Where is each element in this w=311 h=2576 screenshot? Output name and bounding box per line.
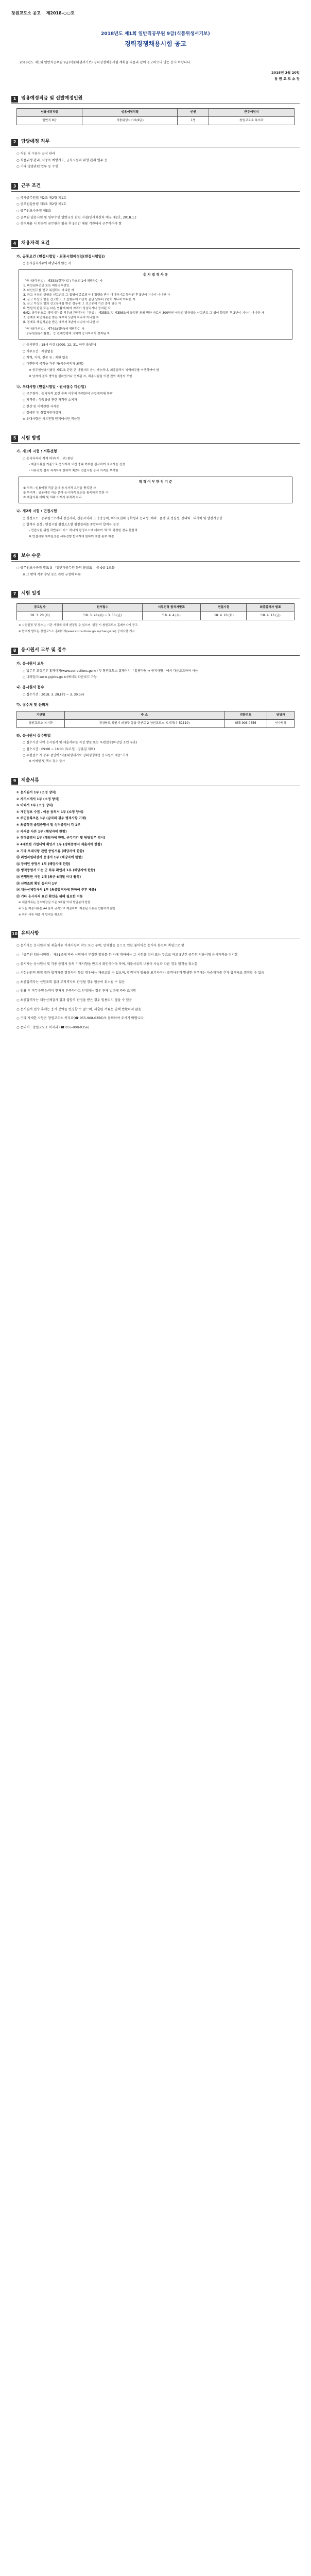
application-line: ○ 접수기간 : 2018. 3. 28.(수) ~ 3. 30.(금) [23,692,84,697]
application-line: ○ 나라일터(www.gojobs.go.kr)에서도 다운로드 가능 [23,675,97,680]
exam-line: ○ 합격자 결정 : 면접시험 평정요소별 평정결과를 종합하여 합격자 결정 [23,522,119,527]
section-10-header [11,930,300,939]
box-line: 「국가공무원법」 제33조(결격사유) 각호의 1에 해당하는 자 [23,279,102,283]
table-row [17,612,295,620]
document-item: ⑭ 반명함판 사진 2매 (최근 6개월 이내 촬영) [16,875,81,879]
document-item: ⑩ 기타 우대사항 관련 증빙서류 (해당자에 한함) [16,849,84,853]
subsection-heading: 나. 응시원서 접수 [16,685,44,690]
section-number: 1 [11,96,18,103]
section-title: 근무 조건 [21,183,41,189]
table-cell: '18. 4. 4.(수) [142,612,200,620]
box-title: 응 시 결 격 사 유 [143,272,168,277]
document-item: ⑨ 4대보험 가입내역 확인서 1부 (경력증명서 제출자에 한함) [16,842,102,846]
document-note: ※ 모든 제출서류는 A4 용지 규격으로 제출하며, 제출된 서류는 반환하지 않음 [19,907,116,911]
document-item: ⑯ 채용신체검사서 1부 (최종합격자에 한하여 추후 제출) [16,888,96,892]
section-title: 채용자격 요건 [21,240,50,246]
title-line-2: 경력경쟁채용시험 공고 [124,40,187,48]
box-line: 1. 피성년후견인 또는 피한정후견인 [23,284,70,287]
table-header: 기관명 [17,711,65,719]
section-number: 5 [11,435,18,442]
section-title: 유의사항 [21,931,39,937]
preference-line: ○ 전산 및 어학관련 자격증 [23,404,59,409]
section-3-header [11,183,300,192]
schedule-table [16,603,295,620]
requirement-line: ○ 응시연령 : 18세 이상 (2000. 12. 31. 이전 출생자) [23,343,96,347]
duty-line: ○ 식품위생 관리, 식중독 예방지도, 급식시설의 위생 관리 업무 등 [16,158,108,162]
section-title: 시험 일정 [21,591,41,597]
section-title: 시험 방법 [21,435,41,441]
table-cell: 055-908-0356 [224,719,267,727]
table-cell: 인사담당 [267,719,295,727]
position-table [16,108,295,125]
caution-line: ○ 응시원서 접수 후에는 응시 분야를 변경할 수 없으며, 제출된 서류는 일체 반환하지 않음 [16,1007,142,1011]
application-line: ○ 우편접수 시 봉투 겉면에 '식품위생서기보 경력경쟁채용 응시원서 재중' 기재 [23,753,129,757]
title-block [11,31,300,49]
box-line: 6. 법원의 판결 또는 다른 법률에 따라 자격이 상실되거나 정지된 자 [23,307,111,311]
preference-line: ○ 자격증 : 식품위생 관련 자격증 소지자 [23,398,77,402]
box-line: 「국가공무원법」 제74조(정년)에 해당하는 자 [23,328,84,331]
box-title: 적 격 여 부 판 정 기 준 [139,480,172,484]
requirement-line: ○ 거주요건 : 제한없음 [23,349,54,353]
signature-issuer: 창 원 교 도 소 장 [274,76,300,81]
table-cell: 일반직 9급 [17,117,82,125]
document-note: ※ 제출서류는 접수마감일 기준 3개월 이내 발급분에 한함 [19,901,91,905]
condition-line: ○ 경력채용 시 임용된 공무원은 임용 후 5년간 해당 기관에서 근무하여야 함 [16,222,122,226]
table-header: 근무예정지 [209,109,294,117]
box-line: 2. 파산선고를 받고 복권되지 아니한 자 [23,289,74,292]
section-number: 7 [11,591,18,598]
table-cell: '18. 4. 13.(금) [247,612,295,620]
caution-line: ○ 응시자는 응시원서 및 제출서류 기재사항의 착오 또는 누락, 연락불능 등으로 인한 불이익은 응시자 본인의 책임으로 함 [16,944,184,948]
document-item: ⑬ 병적증명서 또는 군 복무 확인서 1부 (해당자에 한함) [16,869,95,873]
box-line: ③ 제출서류 미비 및 허위 기재시 부적격 처리 [23,496,82,500]
table-header: 공고일자 [17,604,63,612]
table-cell: '18. 3. 28.(수) ~ 3. 30.(금) [63,612,142,620]
box-line: 5. 금고 이상의 형의 선고유예를 받은 경우에 그 선고유예 기간 중에 있는 자 [23,302,122,306]
exam-line: - 서류전형 결과 적격자에 한하여 제2차 면접시험 응시 자격을 부여함 [29,469,118,473]
table-row [17,117,295,125]
requirement-note: ※ 남자의 경우 병역을 필하였거나 면제된 자, 최종시험일 이전 전역 예정자 포함 [29,375,132,378]
table-header: 전화번호 [224,711,267,719]
table-cell: '18. 4. 10.(화) [201,612,247,620]
table-header: 면접시험 [201,604,247,612]
condition-line: ○ 국가공무원법 제2조 제2항 제1호 [16,196,66,200]
section-number: 8 [11,648,18,654]
notice-number: 제2018-○○호 [46,11,75,15]
section-number: 6 [11,553,18,560]
signature-date: 2018년 3월 20일 [271,70,300,75]
section-number: 2 [11,139,18,146]
section-title: 담당예정 직무 [21,139,50,145]
preference-line: ○ 근무경력 : 응시자격 요건 충족 이후의 관련분야 근무경력에 한함 [23,392,113,396]
box-line: 「공무원임용시험령」 등 관계법령에 의하여 응시자격이 정지된 자 [23,332,110,336]
caution-line: ○ 기타 자세한 사항은 창원교도소 복지과(☎ 055-908-0356)로 문의하여 주시기 바랍니다. [16,1016,145,1021]
document-item: ① 응시원서 1부 (소정 양식) [16,791,57,795]
subsection-heading: 나. 우대사항 (면접시험일 · 원서접수 마감일) [16,384,86,389]
eligibility-criteria-box [19,477,292,503]
table-cell: 창원교도소 복지과 [17,719,65,727]
duty-line: ○ 직원 및 수용자 급식 관리 [16,152,56,156]
box-line: 3. 금고 이상의 실형을 선고받고 그 집행이 종료되거나 집행을 받지 아니하기로 확정된 후 5년이 지나지 아니한 자 [23,293,170,297]
document-item: ④ 개인정보 수집 ․ 이용 동의서 1부 (소정 양식) [16,810,84,814]
section-title: 보수 수준 [21,553,41,559]
section-4-header [11,240,300,249]
exam-line: - 제출서류를 기준으로 응시자격 요건 충족 여부를 심사하여 적격자를 선정 [29,463,125,467]
caution-line: ○ 시험위원의 평정 결과 합격자를 결정하지 못할 경우에는 재공고할 수 있으며, 합격자가 임용을 포기하거나 결격사유가 발생한 경우에는 차순위자를 추가 합격자로 결정할 수 있음 [16,971,264,975]
document-item: ⑥ 최종학력 졸업증명서 및 성적증명서 각 1부 [16,823,81,827]
notice-header [11,10,300,16]
application-line: ○ 법무부 교정본부 홈페이지(www.corrections.go.kr) 및 창원교도소 홈페이지 「알림마당 ⇒ 공지사항」에서 다운로드하여 사용 [23,669,198,673]
table-header: 서류전형 합격자발표 [142,604,200,612]
section-title: 응시원서 교부 및 접수 [21,648,66,653]
box-line: 8. 징계로 해임처분을 받은 때부터 3년이 지나지 아니한 자 [23,321,99,325]
section-number: 4 [11,240,18,247]
condition-line: ○ 공무원임용령 제3조 제2항 제1호 [16,202,66,207]
section-5-header [11,435,300,444]
caution-line: ○ 임용 후 직무수행 능력이 현저히 부족하다고 인정되는 경우 관계 법령에 따라 조치함 [16,989,136,993]
subsection-heading: 가. 공통요건 (면접시험일 · 최종시험예정일(면접시험일)) [16,254,105,259]
condition-line: ○ 공무원보수규정 제5조 [16,209,51,213]
signature [11,70,300,82]
schedule-note: ※ 시험일정 및 장소는 기관 사정에 의해 변경될 수 있으며, 변경 시 창원교도소 홈페이지에 공고 [19,624,138,627]
contact-table [16,711,295,728]
section-title: 임용예정직급 및 선발예정인원 [21,96,83,101]
org-label: 창원교도소 공고 [11,11,41,15]
subsection-heading: 나. 제2차 시험 : 면접시험 [16,509,57,514]
section-8-header [11,647,300,656]
requirement-line: ○ 대한민국 국적을 가진 자(복수국적자 포함) [23,362,83,366]
requirement-line: ○ 응시결격사유에 해당되지 않는 자 [23,262,72,266]
condition-line: ○ 공무원 임용시험 및 임무수행 일반규정 관련 지침(인사혁신처 예규 제2호, 2018.1.) [16,215,136,219]
box-line: 6의2. 공무원으로 재직기간 중 직무와 관련하여 「형법」 제355조 및 제356조에 규정된 죄를 범한 자로서 300만원 이상의 벌금형을 선고받고 그 형이 확정된 후 2년이 지나지 아니한 자 [23,312,264,315]
section-7-header [11,590,300,599]
section-9-header [11,777,300,786]
section-number: 9 [11,778,18,785]
intro-text: 2018년도 제1회 일반직공무원 9급(식품위생서기보) 경력경쟁채용시험 계획을 다음과 같이 공고하오니 많은 응시 바랍니다. [20,60,191,64]
exam-line: ○ 평정요소 : 공무원으로서의 정신자세, 전문지식과 그 응용능력, 의사표현의 정확성과 논리성, 예의 ․ 품행 및 성실성, 창의력 ․ 의지력 및 발전가능성 [23,516,222,520]
schedule-note: ※ 합격자 발표는 창원교도소 홈페이지(www.corrections.go.kr/changwon) 공지사항 게시 [19,630,135,633]
exam-line: ※ 면접시험 세부일정은 서류전형 합격자에 한하여 개별 통보 예정 [29,535,114,539]
document-item: ⑧ 경력증명서 1부 (해당자에 한함, 근무기간 및 담당업무 명시) [16,836,106,840]
subsection-heading: 라. 응시원서 접수방법 [16,733,51,738]
section-1-header [11,95,300,104]
requirement-line: ○ 학력, 지역, 전공 등 : 제한 없음 [23,355,68,360]
document-item: ⑫ 장애인 증명서 1부 (해당자에 한함) [16,862,71,866]
table-row [17,719,295,727]
table-header: 원서접수 [63,604,142,612]
table-cell: 식품위생서기보(9급) [82,117,178,125]
section-number: 10 [11,931,18,938]
caution-line: ○ 「공무원 임용시험령」 제51조에 따라 시험에서 부정한 행위를 한 자에 대하여는 그 시험을 정지 또는 무효로 하고 5년간 공무원 임용시험 응시자격을 정지함 [16,953,238,957]
document-item: ② 자기소개서 1부 (소정 양식) [16,797,60,801]
preference-line: ○ 장애인 및 취업지원대상자 [23,411,61,415]
disqualification-box [19,269,292,340]
caution-line: ○ 최종합격자는 신원조회 결과 부적격자로 판정될 경우 임용이 취소될 수 있음 [16,980,125,984]
section-2-header [11,139,300,147]
contact-footer: ○ 문의처 : 창원교도소 복지과 (☎ 055-908-0356) [16,1025,90,1029]
section-6-header [11,553,300,562]
exam-line: ○ 응시자격의 적격 여부(적 ․ 부) 판단 [23,457,74,461]
table-header: 주 소 [65,711,224,719]
box-line: 7. 징계로 파면처분을 받은 때부터 5년이 지나지 아니한 자 [23,316,99,320]
preference-line: ※ 우대사항은 서류전형 단계에서만 적용됨 [23,417,80,421]
pay-line: ○ 공무원보수규정 별표 3 「일반직공무원 등의 봉급표」 중 9급 1호봉 [16,566,115,570]
document-item: ⑮ 신원조회 확인 동의서 1부 [16,882,57,886]
pay-line: ※ 그 밖에 각종 수당 등은 관련 규정에 따름 [23,572,81,577]
box-line: ① 적격 : 임용예정 직급 분야 응시자격 요건을 충족한 자 [23,487,96,490]
subsection-heading: 가. 제1차 시험 : 서류전형 [16,449,57,454]
caution-line: ○ 최종합격자는 채용신체검사 결과 불합격 판정을 받은 경우 임용되지 않을 수 있음 [16,998,132,1002]
table-header: 인원 [178,109,209,117]
section-title: 제출서류 [21,778,39,784]
application-line: ○ 접수기간 내에 응시원서 및 제출서류를 직접 방문 또는 우편접수(마감일 소인 유효) [23,741,137,745]
subsection-heading: 다. 접수처 및 문의처 [16,703,49,707]
table-cell: 경상남도 창원시 의창구 동읍 금산로 2 창원교도소 복지과(우 51110) [65,719,224,727]
section-number: 3 [11,183,18,190]
table-header: 임용예정직렬 [82,109,178,117]
document-item: ⑦ 자격증 사본 1부 (해당자에 한함) [16,829,67,834]
application-line: ○ 접수시간 : 09:00 ~ 18:00 (토요일 ․ 공휴일 제외) [23,747,95,751]
document-item: ⑤ 주민등록초본 1부 (남자의 경우 병적사항 기재) [16,817,87,821]
table-cell: 창원교도소 복지과 [209,117,294,125]
box-line: 4. 금고 이상의 형을 선고받고 그 집행유예 기간이 끝난 날부터 2년이 지나지 아니한 자 [23,298,135,301]
caution-line: ○ 응시자는 응시원서 및 각종 증명서 등의 기재사항을 반드시 확인하여야 하며, 제출서류의 내용이 사실과 다른 경우 합격을 취소함 [16,962,198,966]
title-line-1: 2018년도 제1회 일반직공무원 9급(식품위생서기보) [101,31,210,37]
document-item: ③ 이력서 1부 (소정 양식) [16,804,54,808]
requirement-note: ※ 공무원임용시험령 제51조 관련 군 미필자도 응시 가능하나, 최종합격시 병역의무를 이행하여야 함 [29,368,159,372]
document-note: ※ 허위 서류 제출 시 합격을 취소함 [19,913,63,917]
table-header: 임용예정직급 [17,109,82,117]
exam-line: - 면접시험 위원 과반수가 어느 하나의 평정요소에 대하여 ‘하’로 평정한 경우 불합격 [29,529,137,533]
document-item: ⑰ 기타 응시자격 요건 확인을 위해 필요한 서류 [16,894,83,899]
application-line: ※ 이메일 및 팩스 접수 불가 [29,760,65,764]
table-header: 담당자 [267,711,295,719]
table-cell: 1명 [178,117,209,125]
duty-line: ○ 기타 영양관련 업무 등 수행 [16,165,58,169]
table-header: 최종합격자 발표 [247,604,295,612]
table-cell: '18. 3. 20.(화) [17,612,63,620]
subsection-heading: 가. 응시원서 교부 [16,662,44,666]
box-line: ② 부적격 : 임용예정 직급 분야 응시자격 요건을 충족하지 못한 자 [23,492,109,495]
document-item: ⑪ 취업지원대상자 증명서 1부 (해당자에 한함) [16,856,83,860]
